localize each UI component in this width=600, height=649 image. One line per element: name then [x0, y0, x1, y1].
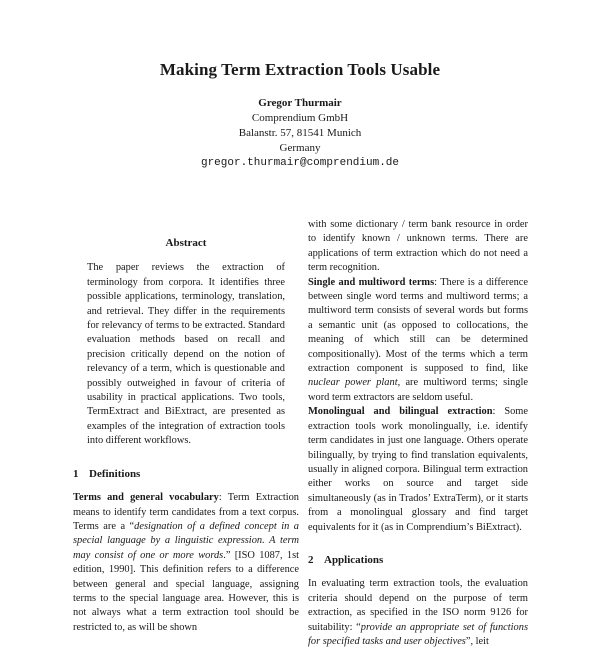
- author-country: Germany: [279, 142, 321, 154]
- section-2-number: 2: [308, 553, 314, 566]
- section-2-text-b: ”, leit: [465, 635, 489, 647]
- abstract-text: The paper reviews the extraction of terminology from corpora. It identifies three possible applications, terminology, translation, and retrieval. They differ in the requirements for relevancy of terms to be extracted. Standard evaluation methods based on recall and precision critically depend on the notion of relevancy of a term, which is questionable and possibly outweighed in favour of criteria of usability in practical applications. Two tools, TermExtract and BiExtract, are presented as examples of the integration of extraction tools into different workflows.: [87, 262, 285, 447]
- section-2-text-a: In evaluating term extraction tools, the evaluation criteria should depend on the purpose of term extraction, as specified in the ISO norm 9126 for suitability: “: [308, 578, 528, 633]
- author-org: Comprendium GmbH: [251, 112, 349, 124]
- author-name: Gregor Thurmair: [258, 97, 342, 109]
- paper-title: Making Term Extraction Tools Usable: [159, 60, 441, 79]
- author-block: [0, 96, 600, 171]
- section-1-heading: [73, 467, 299, 481]
- mono-bi-text: : Some extraction tools work monolingually, i.e. identify term candidates in just one language. Others operate bilingually, by trying to find translation equivalents, usually in aligned corpora. Bilingual term extraction either works on source and target side simultaneously (as in Trados’ ExtraTerm), or it starts from a monolingual glossary and find target equivalents for it (as in Comprendium’s BiExtract).: [308, 406, 528, 533]
- section-1-runin: Terms and general vocabulary: [73, 492, 219, 504]
- continuation-paragraph: with some dictionary / term bank resource in order to identify known / unknown terms. There are applications of term extraction which do not need a term recognition.: [308, 219, 528, 274]
- mono-bi-paragraph: [308, 405, 528, 535]
- author-street: Balanstr. 57, 81541 Munich: [238, 127, 362, 139]
- left-column: [73, 236, 299, 635]
- section-1-paragraph: [73, 491, 299, 635]
- section-2-heading: [308, 553, 528, 567]
- single-multi-runin: Single and multiword terms: [308, 276, 435, 288]
- section-2-paragraph: [308, 577, 528, 649]
- abstract-heading: Abstract: [165, 237, 207, 249]
- right-column: [308, 218, 528, 649]
- section-1-text-b: .” [ISO 1087, 1st edition, 1990]. This definition refers to a difference between general and special language, assigning terms to the special language area. However, this is not always what a term extraction tool should be restricted to, as will be shown: [73, 549, 299, 633]
- section-1-number: 1: [73, 467, 79, 480]
- single-multi-paragraph: [308, 276, 528, 406]
- author-email: gregor.thurmair@comprendium.de: [200, 157, 400, 169]
- section-1-title: Definitions: [89, 467, 141, 480]
- section-2-quote: provide an appropriate set of functions for specified tasks and user objectives: [308, 621, 528, 647]
- section-1-text-a: : Term Extraction means to identify term candidates from a text corpus. Terms are a “: [73, 492, 299, 532]
- single-multi-text-a: : There is a difference between single word terms and multiword terms; a multiword term consists of several words but forms a semantic unit (as opposed to collocations, the meaning of which still can be determined compositionally). Most of the terms which a term extraction component is supposed to find, like: [308, 276, 528, 375]
- single-multi-example: nuclear power plant: [308, 377, 398, 389]
- single-multi-text-b: , are multiword terms; single word term extractors are seldom useful.: [308, 377, 528, 403]
- section-2-title: Applications: [324, 553, 384, 566]
- mono-bi-runin: Monolingual and bilingual extraction: [308, 406, 493, 418]
- section-1-quote: designation of a defined concept in a special language by a linguistic expression. A term may consist of one or more words: [73, 520, 299, 561]
